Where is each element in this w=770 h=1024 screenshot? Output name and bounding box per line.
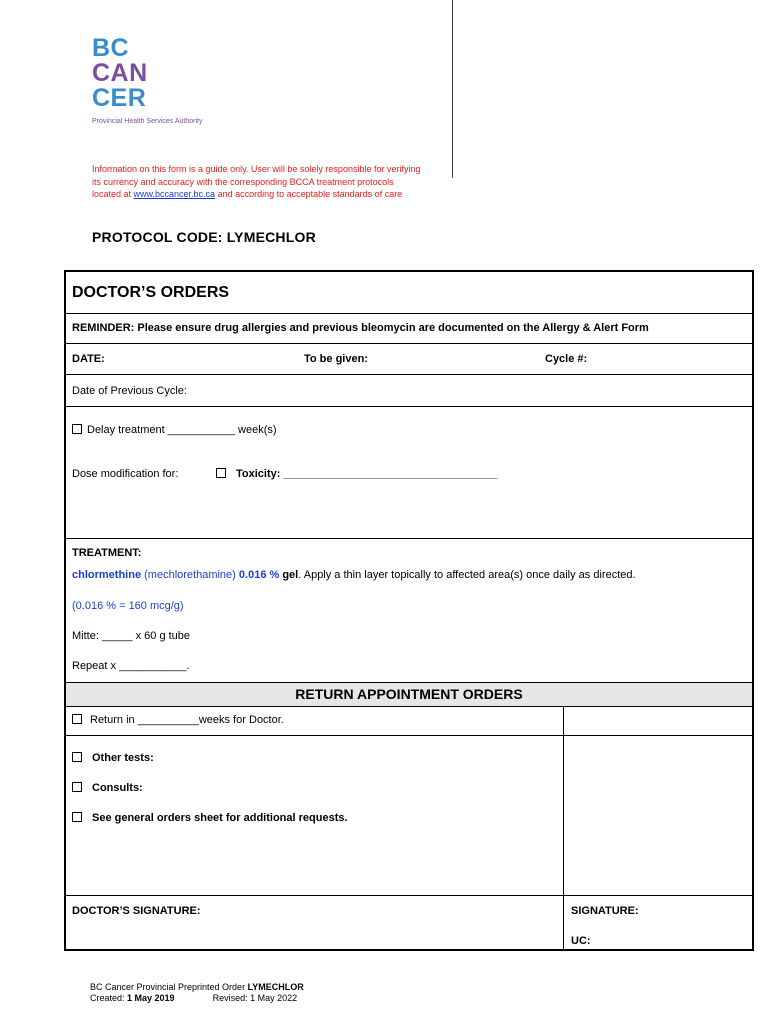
- bccancer-link[interactable]: www.bccancer.bc.ca: [133, 189, 216, 199]
- disclaimer-text: Information on this form is a guide only. User will be solely responsible for verifying its currency and accuracy with the corresponding BCCA treatment protocols located at: [92, 164, 421, 199]
- logo-subtitle: Provincial Health Services Authority: [92, 118, 203, 125]
- return-in-row: [66, 707, 752, 736]
- reminder-text: REMINDER: Please ensure drug allergies and previous bleomycin are documented on the Allergy & Alert Form: [72, 322, 649, 334]
- general-orders-option[interactable]: [72, 812, 348, 824]
- return-in-checkbox[interactable]: [72, 714, 82, 724]
- drug-form: gel: [279, 569, 299, 581]
- to-be-given-label: To be given:: [304, 353, 368, 365]
- footer-line-2: [90, 993, 304, 1004]
- doctors-orders-form: [64, 270, 754, 951]
- logo-can: CAN: [92, 59, 148, 87]
- created-label: Created:: [90, 993, 128, 1003]
- header-divider: [452, 0, 453, 178]
- drug-name: chlormethine: [72, 569, 142, 581]
- disclaimer: [92, 163, 422, 201]
- title-row: [66, 272, 752, 314]
- toxicity-label: Toxicity: ___________________________________: [236, 468, 498, 480]
- delay-treatment-option[interactable]: [72, 424, 277, 436]
- footer-protocol-code: LYMECHLOR: [247, 982, 304, 992]
- previous-cycle-label: Date of Previous Cycle:: [72, 385, 187, 397]
- other-tests-checkbox[interactable]: [72, 752, 82, 762]
- consults-option[interactable]: [72, 782, 143, 794]
- uc-label: UC:: [571, 935, 591, 947]
- signature-row: [66, 896, 752, 951]
- treatment-row: [66, 539, 752, 683]
- other-tests-option[interactable]: [72, 752, 154, 764]
- treatment-heading: TREATMENT:: [72, 547, 142, 559]
- drug-strength: 0.016 %: [238, 569, 280, 581]
- consults-checkbox[interactable]: [72, 782, 82, 792]
- protocol-code: PROTOCOL CODE: LYMECHLOR: [92, 229, 316, 245]
- delay-treatment-label: Delay treatment ___________ week(s): [87, 424, 277, 436]
- toxicity-option[interactable]: [216, 468, 498, 480]
- revised-date: Revised: 1 May 2022: [212, 993, 298, 1003]
- reminder-row: [66, 313, 752, 344]
- date-label: DATE:: [72, 353, 105, 365]
- toxicity-checkbox[interactable]: [216, 468, 226, 478]
- created-date: 1 May 2019: [127, 993, 175, 1003]
- delay-checkbox[interactable]: [72, 424, 82, 434]
- general-orders-label: See general orders sheet for additional requests.: [92, 812, 348, 824]
- dose-modification-label: Dose modification for:: [72, 468, 179, 480]
- form-title: DOCTOR’S ORDERS: [72, 284, 230, 301]
- cycle-label: Cycle #:: [545, 353, 588, 365]
- return-appointment-heading: RETURN APPOINTMENT ORDERS: [295, 686, 523, 702]
- return-in-option[interactable]: [72, 714, 284, 726]
- footer: [90, 982, 304, 1004]
- dose-modification-row: [66, 407, 752, 539]
- return-in-label: Return in __________weeks for Doctor.: [90, 714, 284, 726]
- signature-label: SIGNATURE:: [571, 905, 639, 917]
- date-row: [66, 344, 752, 375]
- drug-order: [72, 569, 636, 581]
- return-appointment-heading-row: [66, 683, 752, 707]
- other-orders-row: [66, 736, 752, 896]
- repeat-line: Repeat x ___________.: [72, 660, 190, 672]
- drug-alt-name: (mechlorethamine): [141, 569, 239, 581]
- footer-line-1: [90, 982, 304, 993]
- mitte-line: Mitte: _____ x 60 g tube: [72, 630, 191, 642]
- general-orders-checkbox[interactable]: [72, 812, 82, 822]
- conversion-note: (0.016 % = 160 mcg/g): [72, 600, 184, 612]
- logo-cer: CER: [92, 84, 147, 112]
- other-tests-label: Other tests:: [92, 752, 154, 764]
- disclaimer-text-end: and according to acceptable standards of care: [215, 189, 403, 199]
- footer-order-text: BC Cancer Provincial Preprinted Order: [90, 982, 248, 992]
- previous-cycle-row: [66, 375, 752, 407]
- right-column-divider: [563, 707, 564, 951]
- logo-bc: BC: [92, 34, 130, 62]
- drug-instructions: . Apply a thin layer topically to affected area(s) once daily as directed.: [298, 569, 636, 581]
- consults-label: Consults:: [92, 782, 143, 794]
- doctor-signature-label: DOCTOR’S SIGNATURE:: [72, 905, 201, 917]
